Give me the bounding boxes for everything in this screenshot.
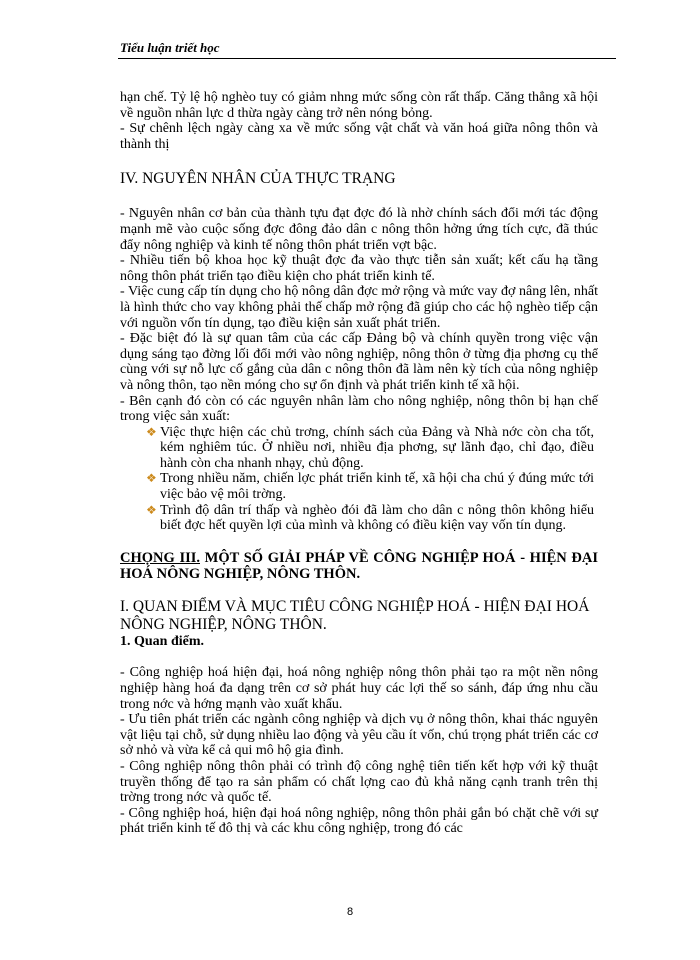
bullet-text: Việc thực hiện các chủ trơng, chính sách của Đảng và Nhà nớc còn cha tốt, kém nghiêm túc. Ở nhiều nơi, nhiều địa phơng, sự lãnh đạo, chỉ đạo, điều hành còn cha nhanh nhạy, chủ động.: [160, 424, 594, 471]
header-divider: [118, 58, 616, 59]
bullet-item: [120, 471, 598, 502]
running-header-title: Tiểu luận triết học: [120, 40, 220, 55]
paragraph: hạn chế. Tỷ lệ hộ nghèo tuy có giảm nhng mức sống còn rất thấp. Căng thẳng xã hội về nguồn nhân lực d thừa ngày càng trở nên nóng bỏng.: [120, 90, 598, 121]
section-heading-viewpoints: I. QUAN ĐIỂM VÀ MỤC TIÊU CÔNG NGHIỆP HOÁ - HIỆN ĐẠI HOÁ NÔNG NGHIỆP, NÔNG THÔN.: [120, 597, 590, 633]
bullet-item: [120, 503, 598, 534]
chapter-heading: [120, 550, 598, 582]
paragraph: - Bên cạnh đó còn có các nguyên nhân làm cho nông nghiệp, nông thôn bị hạn chế trong việc sản xuất:: [120, 393, 598, 425]
paragraph: - Nhiều tiến bộ khoa học kỹ thuật đợc đa vào thực tiễn sản xuất; kết cấu hạ tầng nông thôn phát triển tạo điều kiện cho phát triển kinh tế.: [120, 253, 598, 284]
chapter-label: CHỌNG III.: [120, 549, 200, 566]
paragraph: - Sự chênh lệch ngày càng xa về mức sống vật chất và văn hoá giữa nông thôn và thành thị: [120, 121, 598, 152]
paragraph: - Công nghiệp hoá, hiện đại hoá nông nghiệp, nông thôn phải gắn bó chặt chẽ với sự phát triển kinh tế đô thị và các khu công nghiệp, trong đó các: [120, 805, 598, 837]
paragraph: - Đặc biệt đó là sự quan tâm của các cấp Đảng bộ và chính quyền trong việc vận dụng sáng tạo đờng lối đổi mới vào nông nghiệp, nông thôn ở từng địa phơng cụ thể cùng với sự nỗ lực cố gắng của dân c nông thôn đã làm nên kỳ tích của nông nghiệp và nông thôn, tạo nền móng cho sự ổn định và phát triển kinh tế xã hội.: [120, 331, 598, 393]
paragraph: - Việc cung cấp tín dụng cho hộ nông dân đợc mở rộng và mức vay đợ nâng lên, nhất là hình thức cho vay không phải thế chấp mở rộng đã giúp cho các hộ nghèo tiếp cận với nguồn vốn tín dụng, tạo điều kiện sản xuất phát triển.: [120, 284, 598, 331]
page-number: 8: [346, 906, 354, 918]
paragraph: - Ưu tiên phát triển các ngành công nghiệp và dịch vụ ở nông thôn, khai thác nguyên vật liệu tại chỗ, sử dụng nhiều lao động và yêu cầu ít vốn, chú trọng phát triển các cơ sở nhỏ và vừa kể cả qui mô hộ gia đình.: [120, 712, 598, 759]
bullet-text: Trình độ dân trí thấp và nghèo đói đã làm cho dân c nông thôn không hiểu biết đợc hết quyền lợi của mình và không có điều kiện vay vốn tín dụng.: [160, 502, 594, 534]
paragraph: - Công nghiệp hoá hiện đại, hoá nông nghiệp nông thôn phải tạo ra một nền nông nghiệp hàng hoá đa dạng trên cơ sở phát huy các lợi thế so sánh, đáp ứng nhu cầu trong nớc và hớng mạnh vào xuất khẩu.: [120, 665, 598, 712]
page-body: [120, 90, 598, 837]
diamond-bullet-icon: ❖: [146, 471, 157, 486]
diamond-bullet-icon: ❖: [146, 502, 157, 517]
bullet-item: [120, 425, 598, 472]
paragraph: - Nguyên nhân cơ bản của thành tựu đạt đợc đó là nhờ chính sách đổi mới tác động mạnh mẽ vào cuộc sống đợc đông đảo dân c nông thôn hởng ứng tích cực, đã thúc đẩy nông nghiệp và kinh tế nông thôn phát triển vợt bậc.: [120, 206, 598, 253]
chapter-title: MỘT SỐ GIẢI PHÁP VỀ CÔNG NGHIỆP HOÁ - HIỆN ĐẠI HOÁ NÔNG NGHIỆP, NÔNG THÔN.: [120, 549, 598, 582]
paragraph: - Công nghiệp nông thôn phải có trình độ công nghệ tiên tiến kết hợp với kỹ thuật truyền thống để tạo ra sản phẩm có chất lợng cao đủ khả năng cạnh tranh trên thị trờng trong nớc và quốc tế.: [120, 759, 598, 806]
diamond-bullet-icon: ❖: [146, 424, 157, 439]
subheading-viewpoint: 1. Quan điểm.: [120, 633, 205, 649]
bullet-text: Trong nhiều năm, chiến lợc phát triển kinh tế, xã hội cha chú ý đúng mức tới việc bảo vệ môi trờng.: [160, 471, 594, 503]
section-heading-causes: IV. NGUYÊN NHÂN CỦA THỰC TRẠNG: [120, 170, 396, 188]
